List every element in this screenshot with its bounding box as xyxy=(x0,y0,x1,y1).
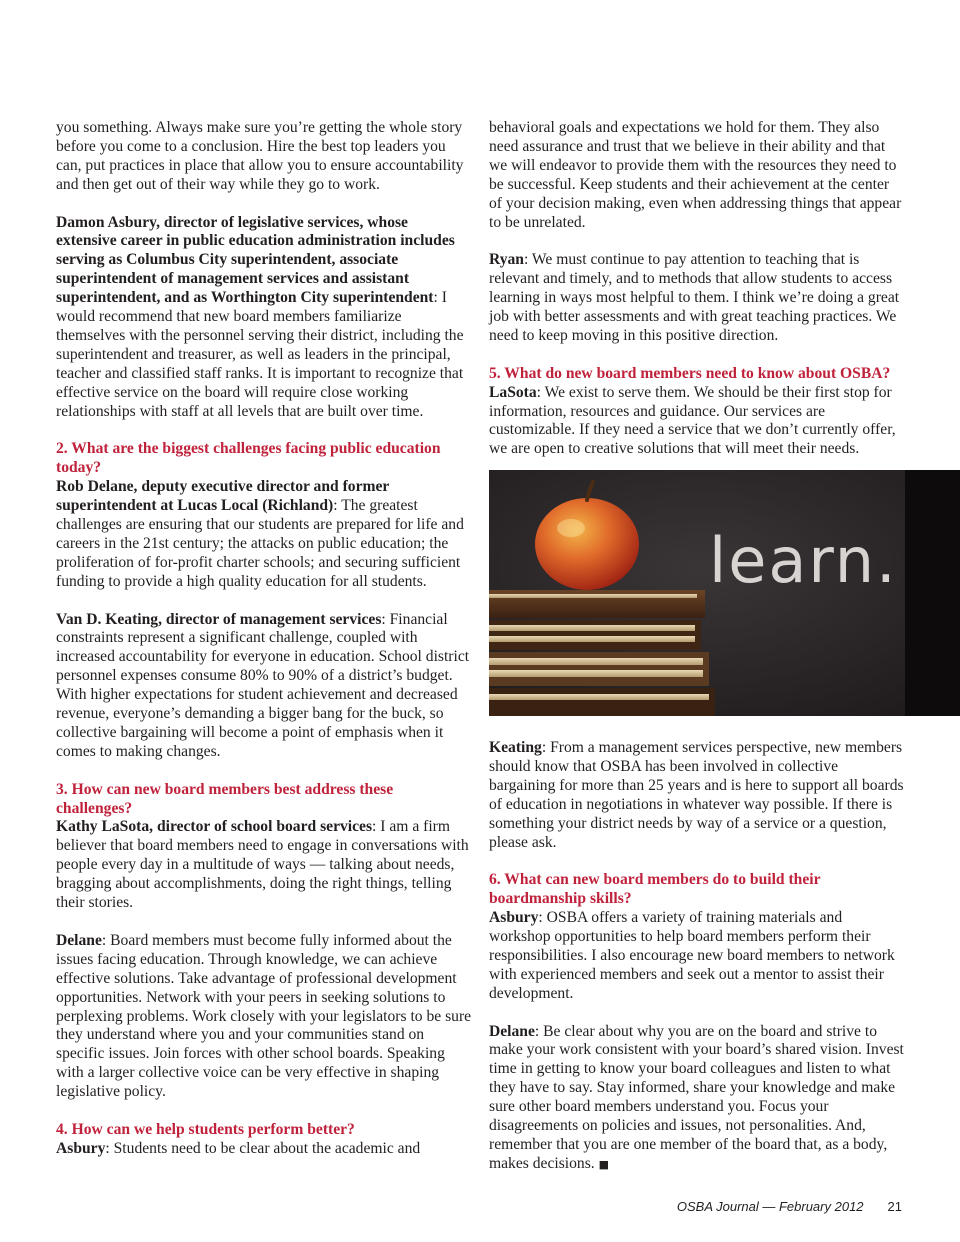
end-mark-icon: ■ xyxy=(598,1157,609,1171)
answer-text: : Financial constraints represent a significant challenge, coupled with increased accountability for everyone in education. School district personnel expenses consume 80% to 90% of a district’s budget. With higher expectations for student achievement and decreased revenue, everyone’s demanding a bigger bang for the buck, so collective bargaining will become a point of emphasis when it comes to making changes. xyxy=(56,610,470,760)
speaker-asbury: Asbury xyxy=(56,1139,106,1157)
speaker-asbury: Damon Asbury, director of legislative services, whose extensive career in public education administration includes serving as Columbus City superintendent, associate superintendent of management services and assistant superintendent, and as Worthington City superintendent xyxy=(56,213,455,307)
speaker-asbury: Asbury xyxy=(489,909,539,927)
book-lower xyxy=(489,652,709,686)
right-column-bottom xyxy=(489,739,905,1175)
question-5-block xyxy=(489,365,905,460)
answer-text: : We must continue to pay attention to teaching that is relevant and timely, and to methods that allow students to access learning in ways most helpful to them. I think we’re doing a great job with better assessments and with great teaching practices. We need to keep moving in this positive direction. xyxy=(489,251,900,344)
question-2: 2. What are the biggest challenges facing public education today? xyxy=(56,440,441,477)
answer-text: : The greatest challenges are ensuring that our students are prepared for life and careers in the 21st century; the attacks on public education; the proliferation of for-profit charter schools; and securing sufficient funding to provide a high quality education for all students. xyxy=(56,497,464,590)
question-4: 4. How can we help students perform better? xyxy=(56,1120,355,1138)
speaker-keating: Van D. Keating, director of management services xyxy=(56,610,382,628)
answer-text: : I am a firm believer that board members need to engage in conversations with people every day in a multitude of ways — talking about needs, bragging about accomplishments, doing the right things, telling their stories. xyxy=(56,818,469,912)
apple-books-photo xyxy=(489,470,960,716)
chalk-word-learn: learn. xyxy=(709,524,898,597)
speaker-lasota: LaSota xyxy=(489,383,537,401)
answer-text: : Board members must become fully informed about the issues facing education. Through knowledge, we can achieve effective solutions. Take advantage of professional development opportunities. Network with your peers in seeking solutions to perplexing problems. Work closely with your legislators to be sure they understand where you and your communities stand on specific issues. Join forces with other school boards. Speaking with a larger collective voice can be very effective in shaping legislative policy. xyxy=(56,931,472,1101)
right-column-top xyxy=(489,119,905,459)
delane-answer xyxy=(56,932,472,1102)
question-6: 6. What can new board members do to build their boardmanship skills? xyxy=(489,871,821,908)
question-2-block xyxy=(56,440,472,591)
left-column xyxy=(56,119,472,1159)
book-bottom xyxy=(489,688,715,716)
delane-final-answer xyxy=(489,1023,905,1175)
question-6-block xyxy=(489,871,905,1003)
keating-osba-answer xyxy=(489,739,905,852)
intro-paragraph: you something. Always make sure you’re getting the whole story before you come to a conclusion. Hire the best top leaders you can, put practices in place that allow you to ensure accountability and then get out of their way while they go to work. xyxy=(56,119,464,193)
question-4-block xyxy=(56,1121,472,1159)
ryan-answer xyxy=(489,251,905,346)
book-middle xyxy=(489,620,701,650)
answer-text: : Students need to be clear about the academic and xyxy=(105,1139,421,1157)
chalkboard-illustration xyxy=(489,470,960,716)
question-5: 5. What do new board members need to know about OSBA? xyxy=(489,364,891,382)
question-3: 3. How can new board members best address these challenges? xyxy=(56,780,394,817)
answer-text: : Be clear about why you are on the board and strive to make your work consistent with your board’s shared vision. Invest time in getting to know your board colleagues and listen to what they have to say. Stay informed, share your knowledge and make sure other board members understand you. Focus your disagreements on policies and issues, not personalities. And, remember that you are one member of the board that, as a body, makes decisions. xyxy=(489,1022,904,1172)
speaker-ryan: Ryan xyxy=(489,251,524,269)
board-edge xyxy=(905,470,960,716)
answer-text: : We exist to serve them. We should be their first stop for information, resources and guidance. Our services are customizable. If they need a service that we don’t currently offer, we are open to creative solutions that will meet their needs. xyxy=(489,383,896,458)
asbury-answer xyxy=(56,214,472,422)
journal-title: OSBA Journal — February 2012 xyxy=(676,1199,864,1214)
speaker-delane: Delane xyxy=(56,931,102,949)
speaker-keating: Keating xyxy=(489,739,542,756)
answer-text: : I would recommend that new board members familiarize themselves with the personnel serving their district, including the superintendent and treasurer, as well as leaders in the principal, teacher and classified staff ranks. It is important to recognize that effective service on the board will require close working relationships with staff at all levels that are built over time. xyxy=(56,289,464,420)
page-number: 21 xyxy=(887,1199,902,1214)
continued-paragraph: behavioral goals and expectations we hold for them. They also need assurance and trust that we believe in their ability and that we will endeavor to provide them with the resources they need to be successful. Keep students and their achievement at the center of your decision making, even when addressing things that appear to be unrelated. xyxy=(489,119,902,231)
speaker-lasota: Kathy LaSota, director of school board services xyxy=(56,818,373,836)
answer-text: : From a management services perspective, new members should know that OSBA has been involved in collective bargaining for more than 25 years and is here to support all boards of education in negotiations in whatever way possible. If there is something your district needs by way of a service or a question, please ask. xyxy=(489,739,904,851)
answer-text: : OSBA offers a variety of training materials and workshop opportunities to help board members perform their responsibilities. I also encourage new board members to network with experienced members and seek out a mentor to assist their development. xyxy=(489,909,895,1002)
question-3-block xyxy=(56,781,472,913)
speaker-delane: Rob Delane, deputy executive director and former superintendent at Lucas Local (Richland) xyxy=(56,478,390,515)
apple-icon xyxy=(535,498,639,590)
speaker-delane: Delane xyxy=(489,1022,535,1040)
keating-answer xyxy=(56,611,472,762)
page-footer xyxy=(677,1199,902,1214)
